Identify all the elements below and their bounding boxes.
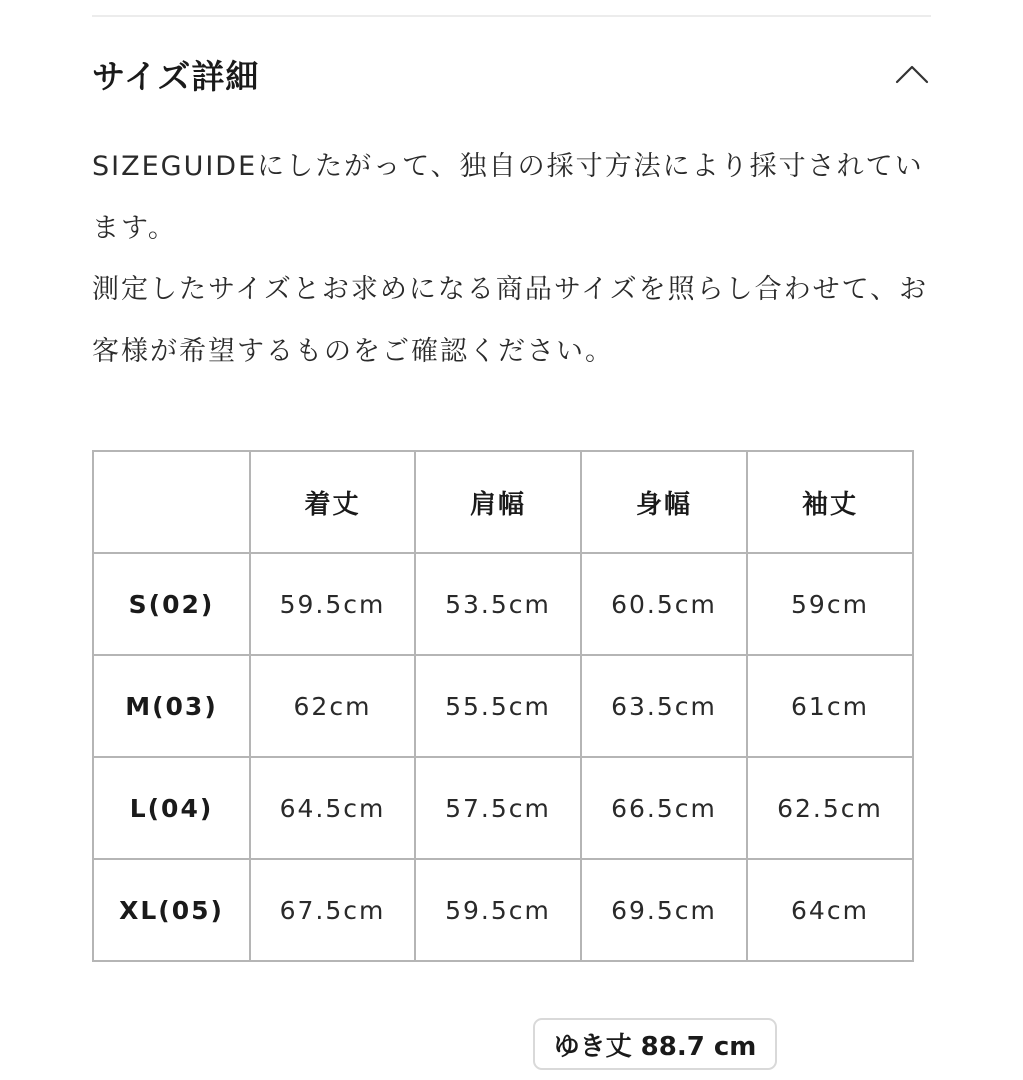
- row-header-size: S(02): [93, 553, 250, 655]
- chevron-up-icon[interactable]: [893, 59, 931, 89]
- table-cell: 57.5cm: [415, 757, 581, 859]
- table-cell: 67.5cm: [250, 859, 415, 961]
- table-cell: 62.5cm: [747, 757, 913, 859]
- table-cell: 63.5cm: [581, 655, 747, 757]
- size-description: [92, 136, 937, 382]
- row-header-size: M(03): [93, 655, 250, 757]
- description-line-1: SIZEGUIDEにしたがって、独自の採寸方法により採寸されています。: [92, 151, 924, 244]
- table-row: [93, 655, 913, 757]
- table-cell: 64cm: [747, 859, 913, 961]
- table-row: [93, 757, 913, 859]
- section-title: サイズ詳細: [92, 56, 260, 96]
- table-corner-cell: [93, 451, 250, 553]
- table-header-row: [93, 451, 913, 553]
- column-header-chest: 身幅: [581, 451, 747, 553]
- table-cell: 59cm: [747, 553, 913, 655]
- size-table: [92, 450, 914, 962]
- table-cell: 59.5cm: [250, 553, 415, 655]
- top-divider: [92, 15, 931, 17]
- row-header-size: L(04): [93, 757, 250, 859]
- table-row: [93, 553, 913, 655]
- size-detail-accordion-header[interactable]: [92, 46, 931, 102]
- column-header-shoulder: 肩幅: [415, 451, 581, 553]
- table-cell: 53.5cm: [415, 553, 581, 655]
- table-cell: 66.5cm: [581, 757, 747, 859]
- table-cell: 61cm: [747, 655, 913, 757]
- description-line-2: 測定したサイズとお求めになる商品サイズを照らし合わせて、お客様が希望するものをご確認ください。: [92, 274, 929, 367]
- sleeve-length-badge: ゆき丈 88.7 cm: [533, 1018, 777, 1070]
- table-cell: 69.5cm: [581, 859, 747, 961]
- table-cell: 55.5cm: [415, 655, 581, 757]
- table-cell: 59.5cm: [415, 859, 581, 961]
- table-cell: 60.5cm: [581, 553, 747, 655]
- table-cell: 64.5cm: [250, 757, 415, 859]
- table-cell: 62cm: [250, 655, 415, 757]
- column-header-length: 着丈: [250, 451, 415, 553]
- column-header-sleeve: 袖丈: [747, 451, 913, 553]
- row-header-size: XL(05): [93, 859, 250, 961]
- table-row: [93, 859, 913, 961]
